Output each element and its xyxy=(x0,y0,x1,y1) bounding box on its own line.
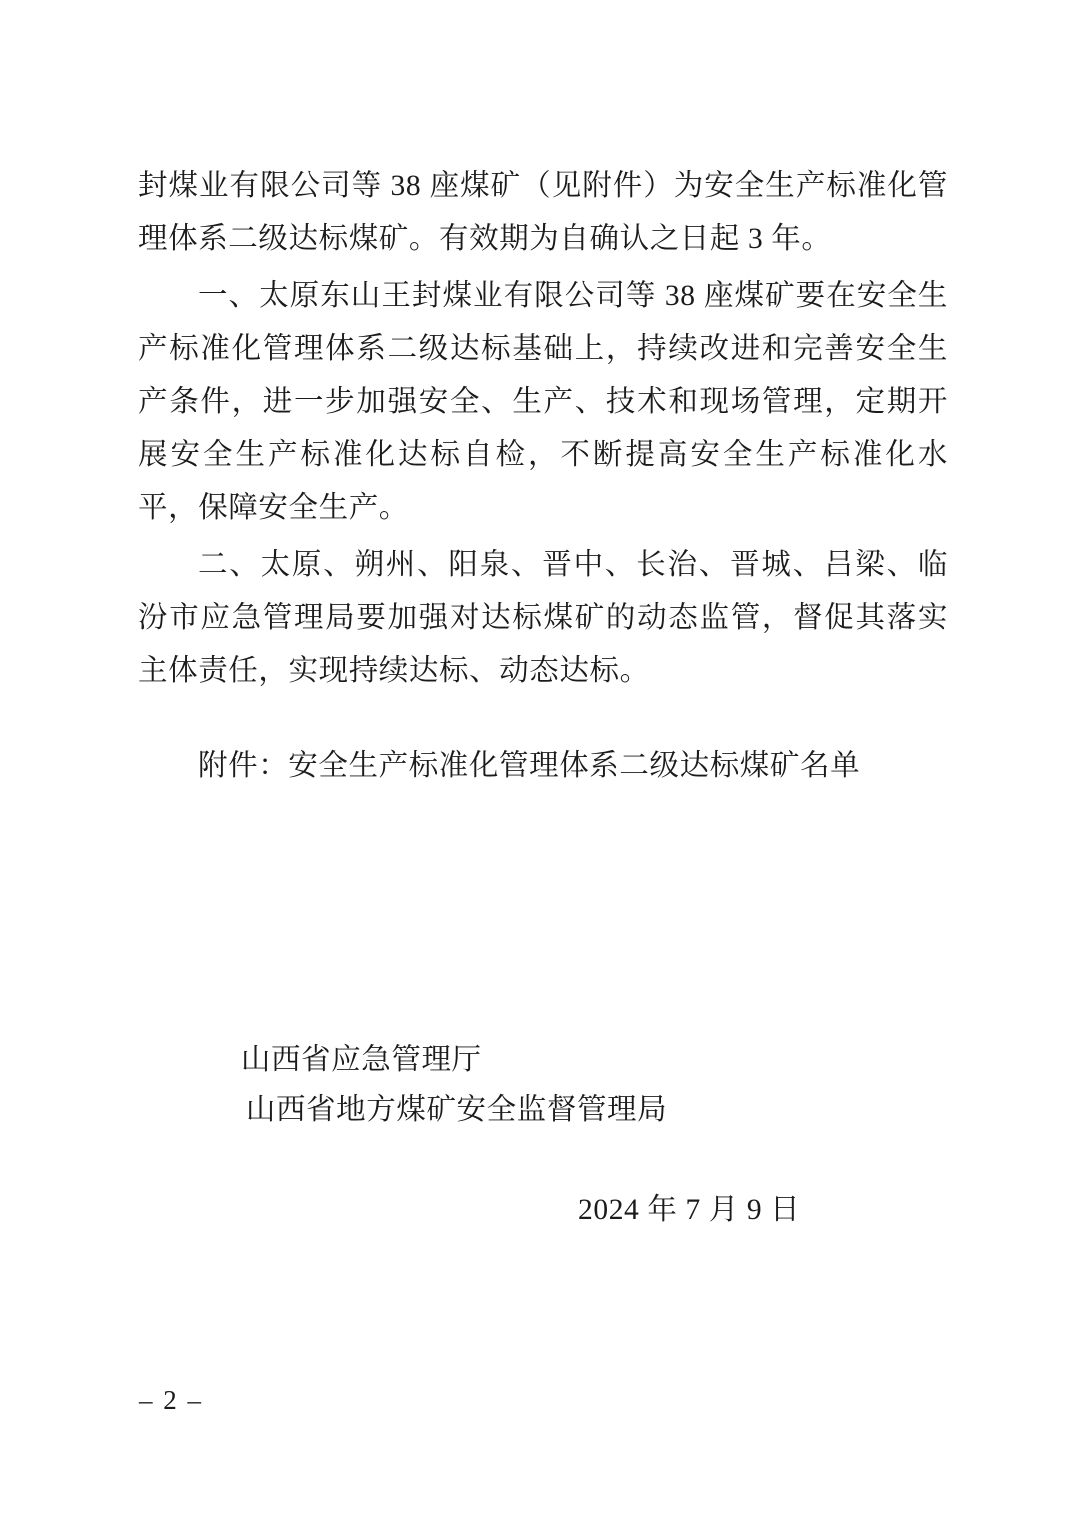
signature-date: 2024 年 7 月 9 日 xyxy=(578,1194,801,1226)
paragraph-item-1: 一、太原东山王封煤业有限公司等 38 座煤矿要在安全生产标准化管理体系二级达标基础上，持续改进和完善安全生产条件，进一步加强安全、生产、技术和现场管理，定期开展安全生产标准化达标自检，不断提高安全生产标准化水平，保障安全生产。 xyxy=(138,280,948,524)
signature-orgs xyxy=(138,985,948,1185)
paragraph-continued: 封煤业有限公司等 38 座煤矿（见附件）为安全生产标准化管理体系二级达标煤矿。有效期为自确认之日起 3 年。 xyxy=(138,170,948,255)
signature-block xyxy=(138,985,948,1235)
page-footer xyxy=(0,1385,1080,1416)
signature-org-left: 山西省应急管理厅 xyxy=(240,1044,482,1076)
document-body xyxy=(138,160,948,793)
signature-org-right: 山西省地方煤矿安全监督管理局 xyxy=(245,1094,668,1126)
page-number: – 2 – xyxy=(139,1385,203,1415)
paragraph-item-2: 二、太原、朔州、阳泉、晋中、长治、晋城、吕梁、临汾市应急管理局要加强对达标煤矿的动态监管，督促其落实主体责任，实现持续达标、动态达标。 xyxy=(138,549,948,687)
attachment-line: 附件：安全生产标准化管理体系二级达标煤矿名单 xyxy=(198,750,861,782)
